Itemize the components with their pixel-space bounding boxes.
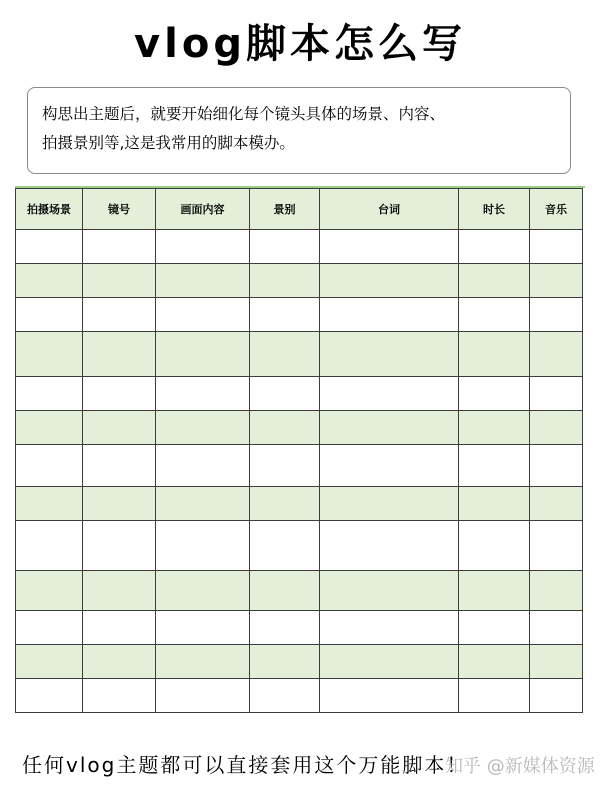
header-frame-content: 画面内容 bbox=[156, 189, 250, 230]
table-row bbox=[16, 264, 583, 298]
table-cell bbox=[83, 332, 156, 377]
table-cell bbox=[459, 571, 530, 611]
table-cell bbox=[530, 521, 583, 571]
table-cell bbox=[320, 487, 459, 521]
script-table-wrapper bbox=[15, 188, 583, 713]
table-cell bbox=[156, 521, 250, 571]
header-lines: 台词 bbox=[320, 189, 459, 230]
table-cell bbox=[320, 645, 459, 679]
table-cell bbox=[320, 411, 459, 445]
table-cell bbox=[250, 487, 320, 521]
table-cell bbox=[83, 645, 156, 679]
table-cell bbox=[156, 298, 250, 332]
table-cell bbox=[459, 230, 530, 264]
table-cell bbox=[156, 411, 250, 445]
table-cell bbox=[530, 411, 583, 445]
table-cell bbox=[530, 645, 583, 679]
table-cell bbox=[459, 521, 530, 571]
table-cell bbox=[83, 679, 156, 713]
table-cell bbox=[320, 264, 459, 298]
table-cell bbox=[16, 521, 83, 571]
header-duration: 时长 bbox=[459, 189, 530, 230]
table-cell bbox=[459, 298, 530, 332]
table-cell bbox=[156, 679, 250, 713]
table-row bbox=[16, 571, 583, 611]
table-cell bbox=[320, 445, 459, 487]
script-table bbox=[15, 188, 583, 713]
header-shot-size: 景别 bbox=[250, 189, 320, 230]
table-cell bbox=[530, 377, 583, 411]
header-shot-number: 镜号 bbox=[83, 189, 156, 230]
table-cell bbox=[250, 264, 320, 298]
table-cell bbox=[250, 521, 320, 571]
table-cell bbox=[156, 377, 250, 411]
table-cell bbox=[320, 571, 459, 611]
table-cell bbox=[156, 445, 250, 487]
table-cell bbox=[530, 571, 583, 611]
table-cell bbox=[16, 571, 83, 611]
table-cell bbox=[530, 230, 583, 264]
table-cell bbox=[16, 264, 83, 298]
table-cell bbox=[530, 611, 583, 645]
table-row bbox=[16, 645, 583, 679]
table-cell bbox=[16, 411, 83, 445]
table-cell bbox=[320, 611, 459, 645]
table-cell bbox=[156, 264, 250, 298]
table-header-row bbox=[16, 189, 583, 230]
table-cell bbox=[16, 679, 83, 713]
table-cell bbox=[250, 332, 320, 377]
table-cell bbox=[459, 377, 530, 411]
table-row bbox=[16, 445, 583, 487]
table-cell bbox=[459, 487, 530, 521]
table-cell bbox=[16, 445, 83, 487]
table-cell bbox=[320, 332, 459, 377]
table-cell bbox=[16, 611, 83, 645]
table-row bbox=[16, 332, 583, 377]
intro-line-1: 构思出主题后，就要开始细化每个镜头具体的场景、内容、 bbox=[42, 105, 446, 123]
table-row bbox=[16, 521, 583, 571]
table-cell bbox=[320, 377, 459, 411]
table-row bbox=[16, 377, 583, 411]
table-cell bbox=[459, 445, 530, 487]
table-cell bbox=[320, 230, 459, 264]
page-title: vlog脚本怎么写 bbox=[134, 21, 466, 67]
table-cell bbox=[530, 679, 583, 713]
table-cell bbox=[83, 611, 156, 645]
table-cell bbox=[459, 611, 530, 645]
table-cell bbox=[459, 679, 530, 713]
table-cell bbox=[16, 230, 83, 264]
intro-box bbox=[27, 87, 571, 174]
table-row bbox=[16, 679, 583, 713]
table-row bbox=[16, 487, 583, 521]
table-cell bbox=[459, 264, 530, 298]
table-cell bbox=[320, 521, 459, 571]
footer-caption: 任何vlog主题都可以直接套用这个万能脚本！ bbox=[22, 753, 469, 777]
header-music: 音乐 bbox=[530, 189, 583, 230]
table-cell bbox=[250, 377, 320, 411]
table-row bbox=[16, 611, 583, 645]
intro-line-2: 拍摄景别等,这是我常用的脚本模办。 bbox=[42, 134, 295, 152]
table-cell bbox=[250, 445, 320, 487]
table-cell bbox=[16, 298, 83, 332]
table-row bbox=[16, 230, 583, 264]
table-cell bbox=[83, 230, 156, 264]
table-cell bbox=[16, 487, 83, 521]
table-cell bbox=[83, 377, 156, 411]
table-cell bbox=[16, 332, 83, 377]
table-cell bbox=[156, 611, 250, 645]
table-cell bbox=[530, 264, 583, 298]
table-cell bbox=[250, 230, 320, 264]
table-cell bbox=[459, 645, 530, 679]
table-cell bbox=[83, 571, 156, 611]
table-cell bbox=[16, 645, 83, 679]
table-cell bbox=[459, 332, 530, 377]
header-scene: 拍摄场景 bbox=[16, 189, 83, 230]
table-cell bbox=[156, 332, 250, 377]
table-cell bbox=[250, 611, 320, 645]
table-cell bbox=[156, 487, 250, 521]
table-cell bbox=[156, 571, 250, 611]
table-cell bbox=[156, 230, 250, 264]
table-cell bbox=[530, 487, 583, 521]
table-row bbox=[16, 298, 583, 332]
table-row bbox=[16, 411, 583, 445]
table-cell bbox=[530, 445, 583, 487]
table-cell bbox=[530, 332, 583, 377]
table-cell bbox=[530, 298, 583, 332]
table-cell bbox=[250, 411, 320, 445]
table-cell bbox=[83, 298, 156, 332]
table-cell bbox=[459, 411, 530, 445]
table-cell bbox=[320, 298, 459, 332]
table-cell bbox=[156, 645, 250, 679]
table-cell bbox=[83, 445, 156, 487]
table-body bbox=[16, 230, 583, 713]
table-cell bbox=[320, 679, 459, 713]
table-cell bbox=[83, 487, 156, 521]
table-cell bbox=[250, 645, 320, 679]
table-cell bbox=[83, 264, 156, 298]
table-cell bbox=[250, 571, 320, 611]
table-cell bbox=[16, 377, 83, 411]
table-cell bbox=[83, 411, 156, 445]
table-cell bbox=[83, 521, 156, 571]
table-cell bbox=[250, 298, 320, 332]
watermark: 知乎 @新媒体资源 bbox=[445, 756, 595, 777]
table-cell bbox=[250, 679, 320, 713]
